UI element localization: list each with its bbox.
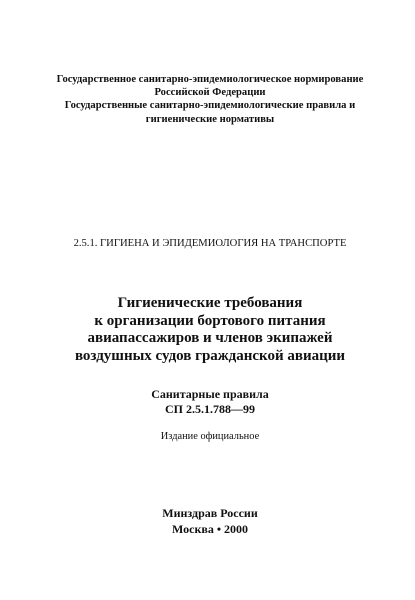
rules-code: СП 2.5.1.788—99 [165, 402, 255, 416]
title-line-2: к организации бортового питания [94, 312, 326, 329]
edition-label: Издание официальное [160, 431, 260, 442]
header-line-2: Российской Федерации [154, 87, 266, 99]
publisher-place-year: Москва • 2000 [171, 521, 249, 536]
document-title [40, 295, 380, 365]
regulation-header [40, 73, 380, 126]
title-line-1: Гигиенические требования [117, 295, 303, 311]
title-line-3: авиапассажиров и членов экипажей [87, 330, 333, 347]
publisher-name: Минздрав России [162, 506, 258, 520]
title-line-4: воздушных судов гражданской авиации [74, 347, 346, 364]
publisher-block [60, 506, 360, 537]
section-heading: 2.5.1. ГИГИЕНА И ЭПИДЕМИОЛОГИЯ НА ТРАНСПОРТЕ [73, 238, 347, 249]
header-line-3: Государственные санитарно-эпидемиологические правила и [64, 100, 356, 112]
header-line-4: гигиенические нормативы [145, 113, 275, 125]
header-line-1: Государственное санитарно-эпидемиологическое нормирование [56, 74, 364, 85]
rules-type: Санитарные правила [151, 387, 269, 401]
rules-block [60, 387, 360, 417]
